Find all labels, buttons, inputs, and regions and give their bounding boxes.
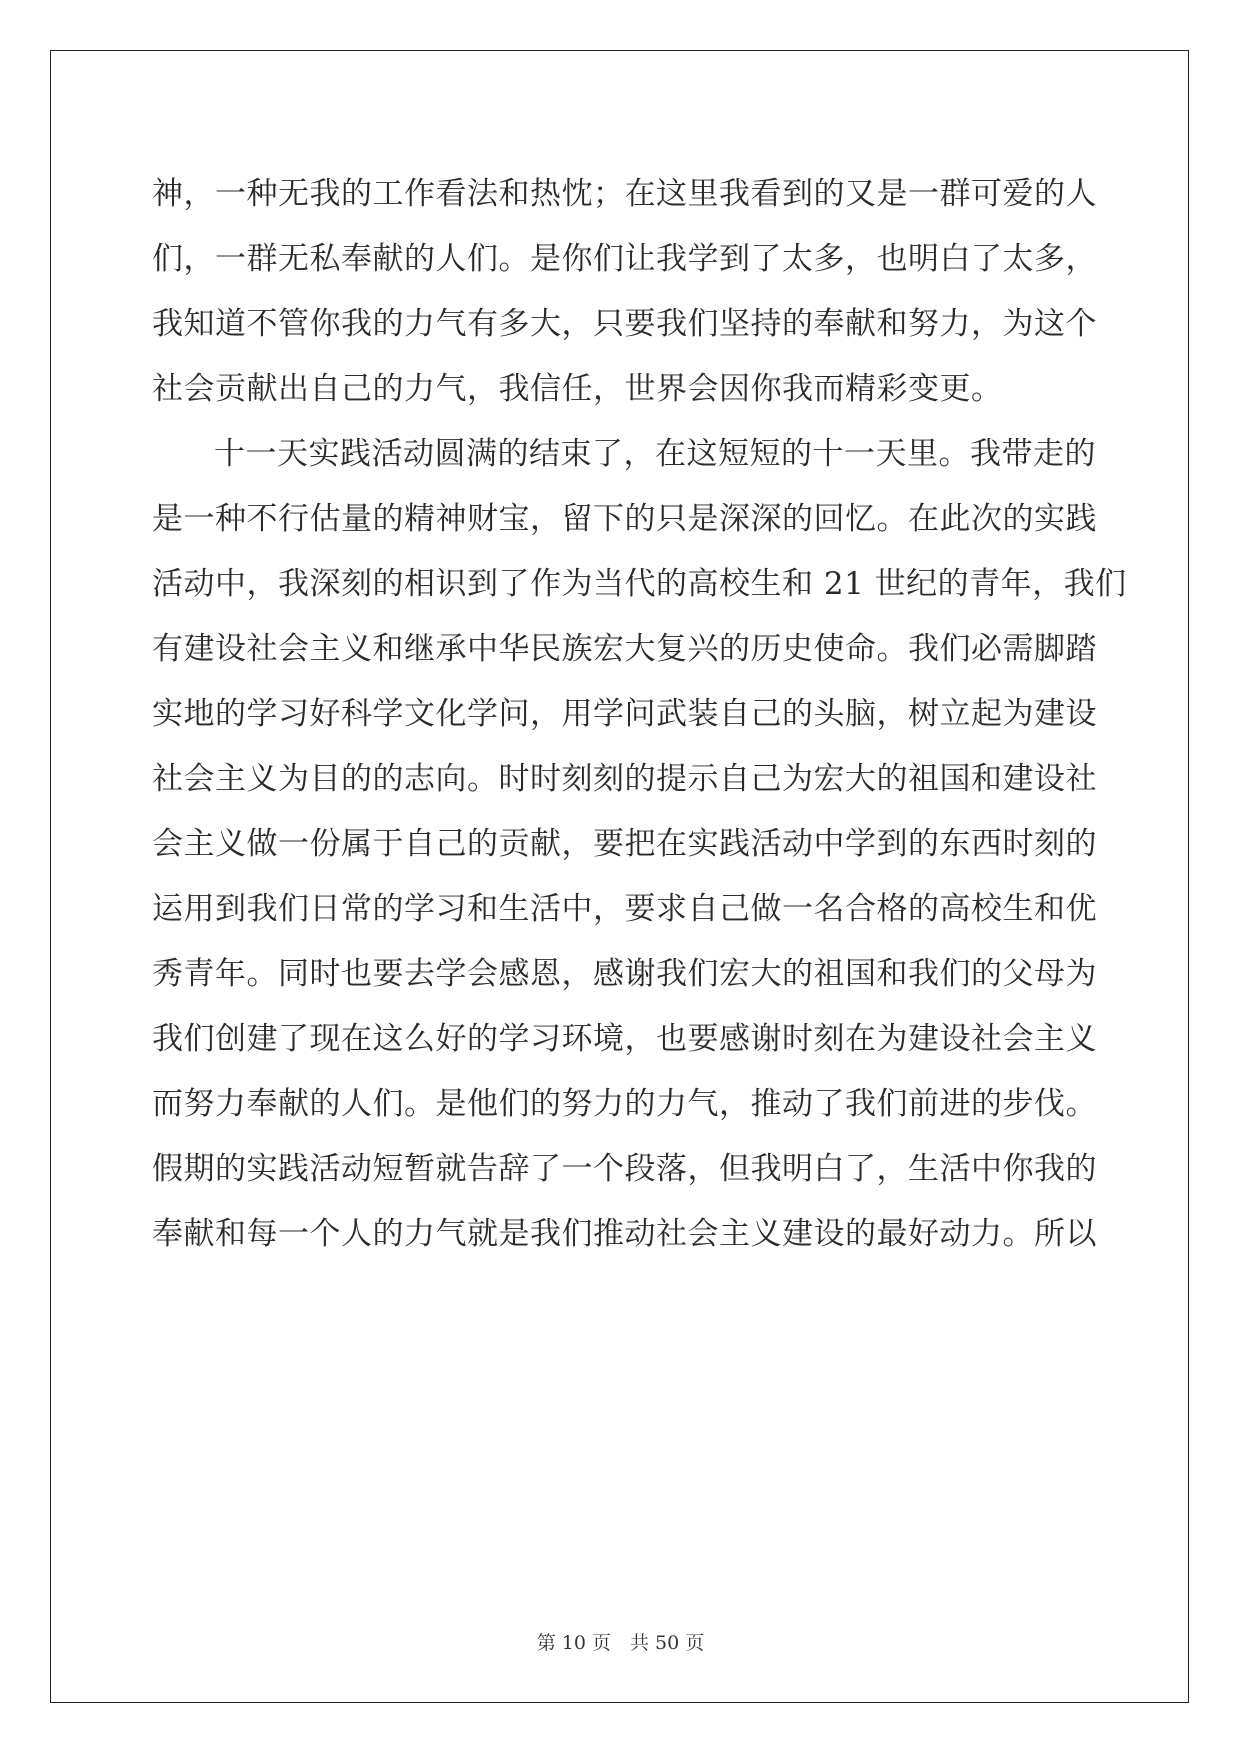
text-line: 们，一群无私奉献的人们。是你们让我学到了太多，也明白了太多，	[152, 241, 1097, 277]
text-line: 我们创建了现在这么好的学习环境，也要感谢时刻在为建设社会主义	[152, 1021, 1097, 1057]
text-line: 假期的实践活动短暂就告辞了一个段落，但我明白了，生活中你我的	[152, 1151, 1097, 1187]
text-line: 社会主义为目的的志向。时时刻刻的提示自己为宏大的祖国和建设社	[152, 761, 1097, 797]
paragraph-start-line: 十一天实践活动圆满的结束了，在这短短的十一天里。我带走的	[214, 436, 1096, 472]
document-body	[152, 162, 1127, 1267]
text-line: 实地的学习好科学文化学问，用学问武装自己的头脑，树立起为建设	[152, 696, 1097, 732]
text-line: 活动中，我深刻的相识到了作为当代的高校生和 21 世纪的青年，我们	[152, 566, 1127, 602]
text-line: 有建设社会主义和继承中华民族宏大复兴的历史使命。我们必需脚踏	[152, 631, 1097, 667]
text-line: 是一种不行估量的精神财宝，留下的只是深深的回忆。在此次的实践	[152, 501, 1097, 537]
text-line: 社会贡献出自己的力气，我信任，世界会因你我而精彩变更。	[152, 371, 1003, 407]
text-line: 而努力奉献的人们。是他们的努力的力气，推动了我们前进的步伐。	[152, 1086, 1097, 1122]
text-line: 神，一种无我的工作看法和热忱；在这里我看到的又是一群可爱的人	[152, 176, 1097, 212]
text-line: 秀青年。同时也要去学会感恩，感谢我们宏大的祖国和我们的父母为	[152, 956, 1097, 992]
text-line: 运用到我们日常的学习和生活中，要求自己做一名合格的高校生和优	[152, 891, 1097, 927]
text-line: 奉献和每一个人的力气就是我们推动社会主义建设的最好动力。所以	[152, 1216, 1097, 1252]
text-line: 我知道不管你我的力气有多大，只要我们坚持的奉献和努力，为这个	[152, 306, 1097, 342]
page-footer: 第 10 页 共 50 页	[536, 1632, 705, 1654]
text-line: 会主义做一份属于自己的贡献，要把在实践活动中学到的东西时刻的	[152, 826, 1097, 862]
